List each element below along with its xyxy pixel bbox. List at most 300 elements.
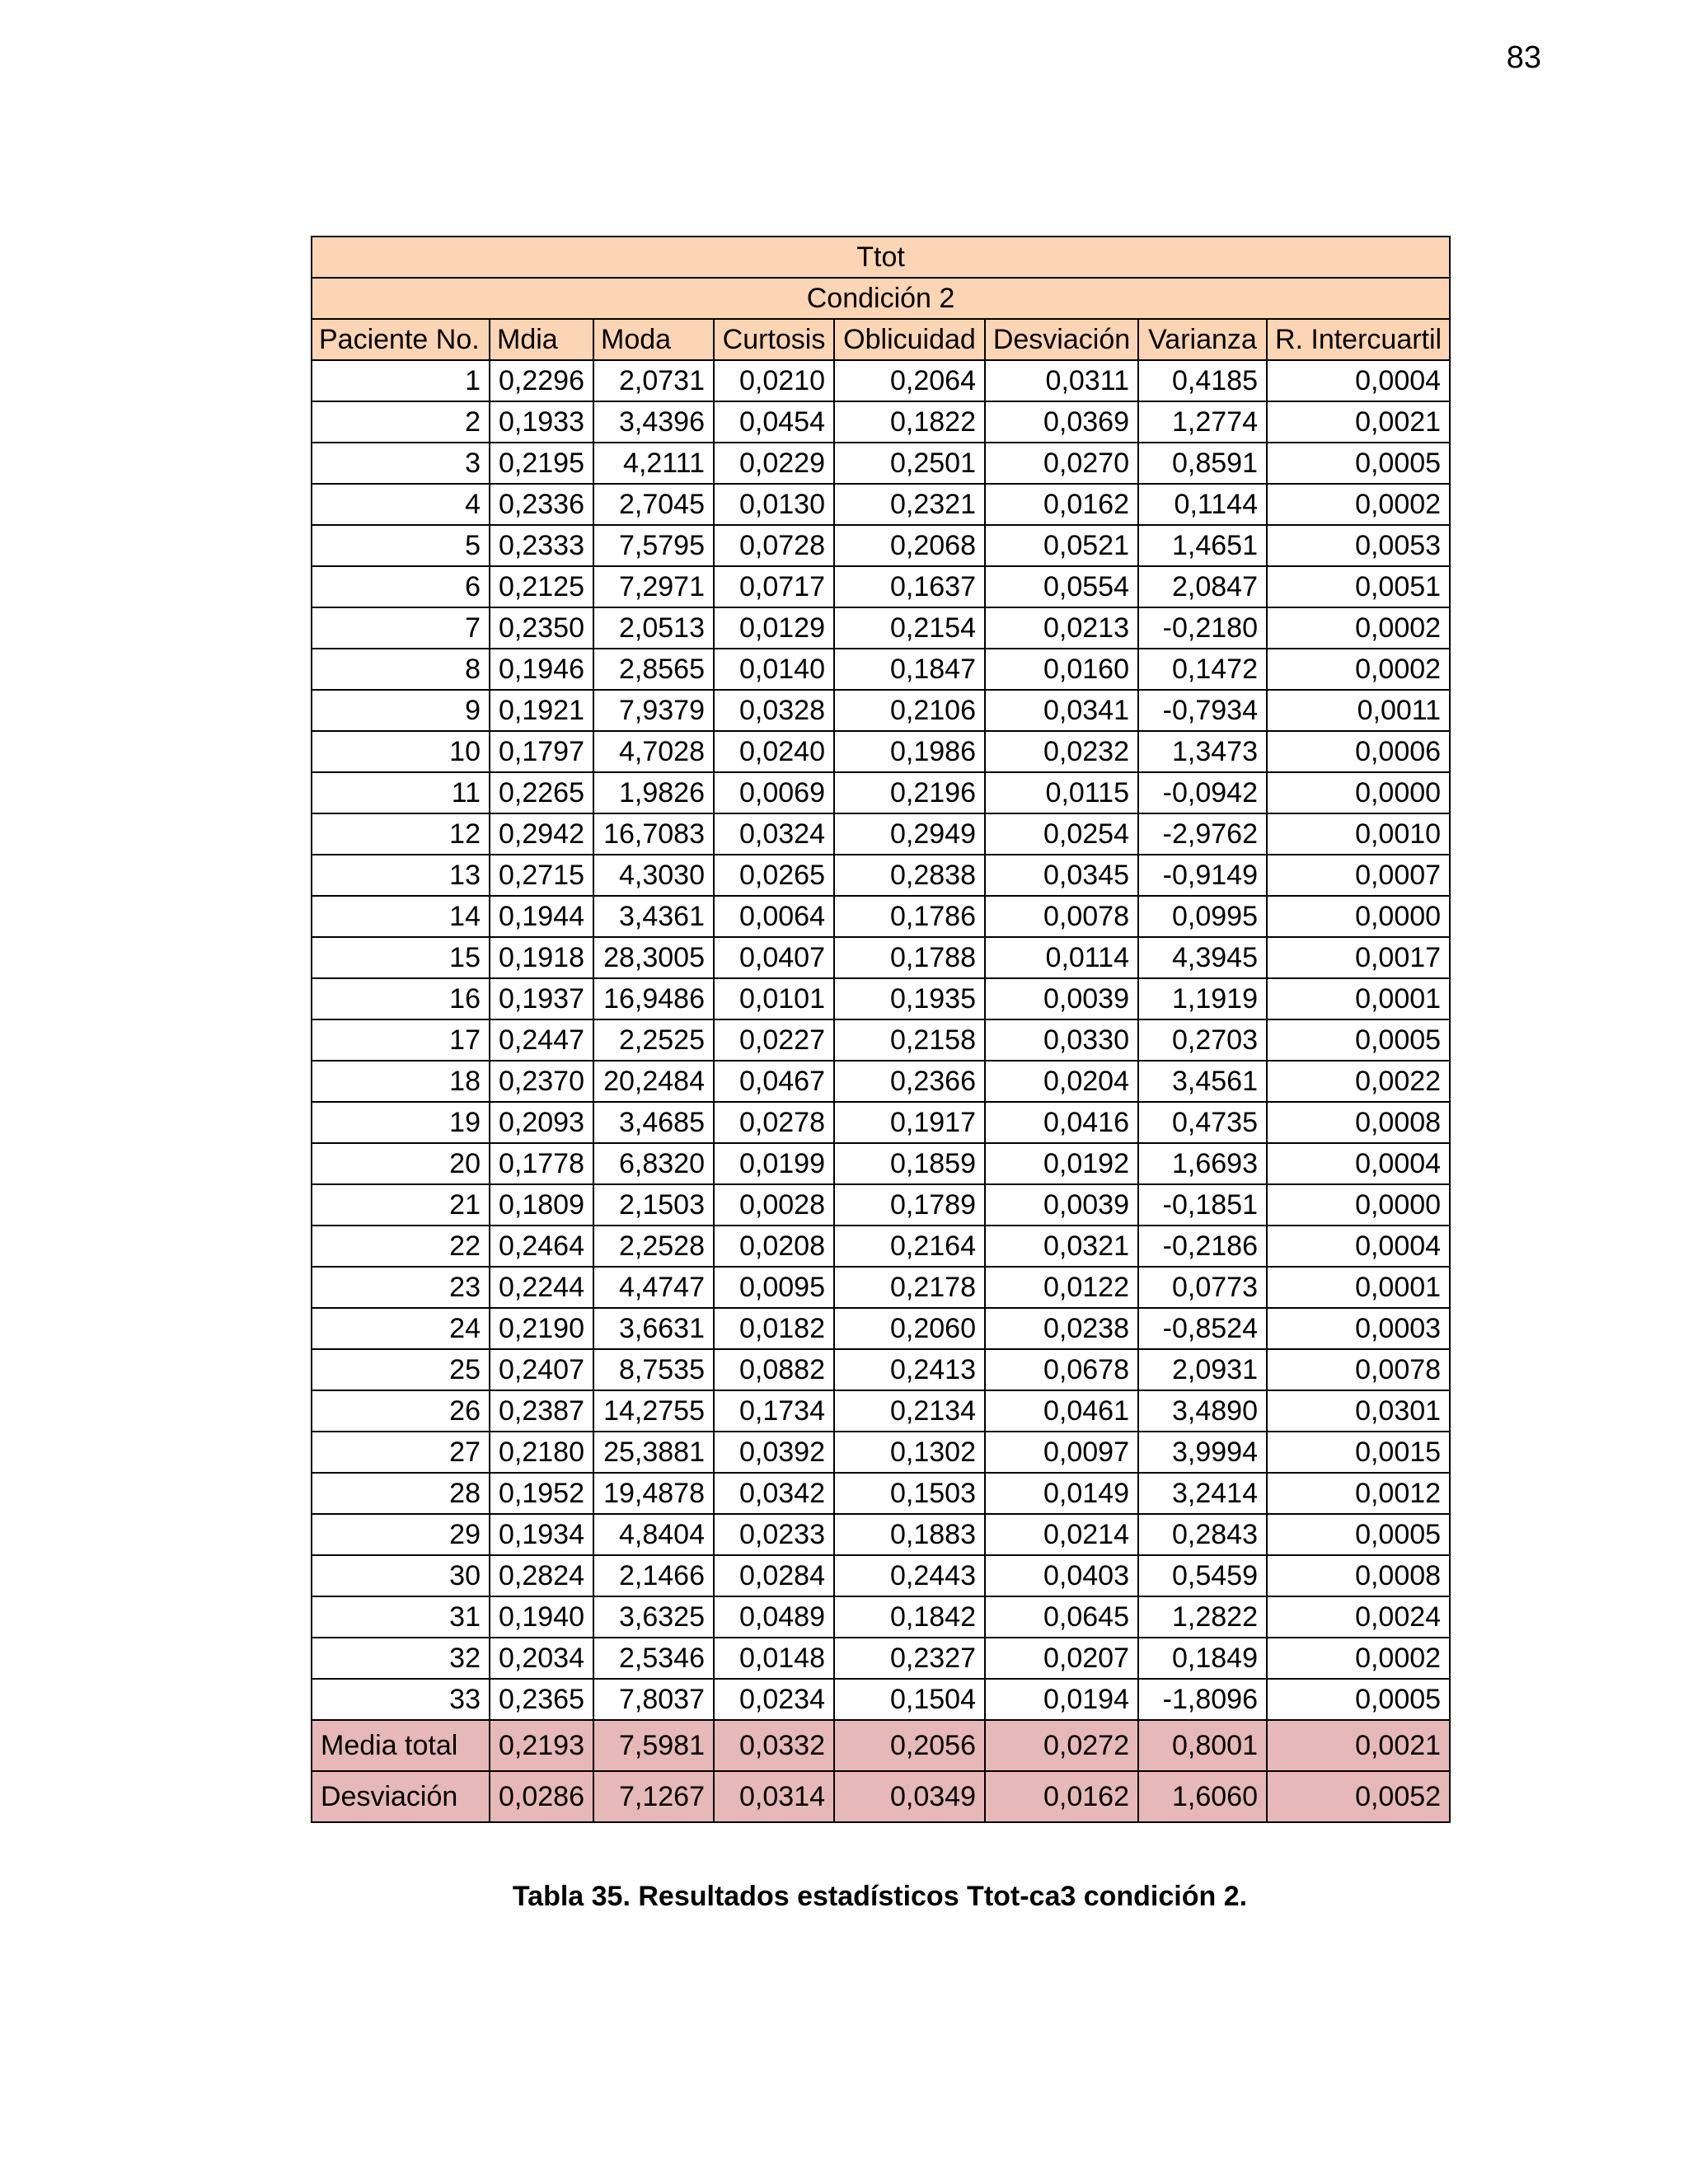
table-cell: 0,0369: [985, 401, 1138, 443]
table-cell: 0,0454: [714, 401, 834, 443]
table-row: [312, 1102, 1450, 1143]
table-cell: 2,5346: [593, 1638, 714, 1679]
patient-number-cell: 31: [312, 1596, 490, 1638]
table-cell: 4,3945: [1138, 937, 1267, 978]
summary-cell: 7,1267: [593, 1771, 714, 1822]
table-cell: -0,0942: [1138, 772, 1267, 813]
table-cell: 0,0003: [1267, 1308, 1450, 1349]
table-cell: 0,0115: [985, 772, 1138, 813]
table-cell: 0,1937: [490, 978, 593, 1019]
table-row: [312, 1019, 1450, 1061]
table-cell: 0,0461: [985, 1390, 1138, 1432]
table-cell: 0,0051: [1267, 566, 1450, 607]
table-cell: 0,0199: [714, 1143, 834, 1184]
table-cell: 0,2106: [834, 690, 985, 731]
table-cell: 0,0028: [714, 1184, 834, 1226]
table-cell: 1,1919: [1138, 978, 1267, 1019]
table-cell: 0,2321: [834, 484, 985, 525]
table-cell: 0,2443: [834, 1555, 985, 1596]
table-cell: 0,0007: [1267, 855, 1450, 896]
column-header: Curtosis: [714, 319, 834, 360]
table-row: [312, 1267, 1450, 1308]
table-cell: 4,3030: [593, 855, 714, 896]
patient-number-cell: 6: [312, 566, 490, 607]
table-cell: 0,2134: [834, 1390, 985, 1432]
table-row: [312, 443, 1450, 484]
table-cell: 0,0012: [1267, 1473, 1450, 1514]
table-cell: 0,0122: [985, 1267, 1138, 1308]
table-cell: 0,0039: [985, 978, 1138, 1019]
summary-label: Media total: [312, 1720, 490, 1771]
patient-number-cell: 19: [312, 1102, 490, 1143]
table-cell: 0,0311: [985, 360, 1138, 401]
table-cell: 2,0513: [593, 607, 714, 649]
patient-number-cell: 5: [312, 525, 490, 566]
table-cell: 0,0015: [1267, 1432, 1450, 1473]
table-cell: 0,5459: [1138, 1555, 1267, 1596]
table-cell: 0,1946: [490, 649, 593, 690]
table-cell: 0,0489: [714, 1596, 834, 1638]
summary-cell: 0,0162: [985, 1771, 1138, 1822]
table-cell: 0,1917: [834, 1102, 985, 1143]
table-cell: 0,0011: [1267, 690, 1450, 731]
summary-cell: 1,6060: [1138, 1771, 1267, 1822]
table-cell: 0,0162: [985, 484, 1138, 525]
table-cell: 2,2528: [593, 1226, 714, 1267]
table-cell: 0,2178: [834, 1267, 985, 1308]
table-cell: 4,7028: [593, 731, 714, 772]
patient-number-cell: 14: [312, 896, 490, 937]
table-row: [312, 525, 1450, 566]
table-cell: 0,0728: [714, 525, 834, 566]
table-cell: 0,0114: [985, 937, 1138, 978]
table-cell: 0,2407: [490, 1349, 593, 1390]
table-row: [312, 1061, 1450, 1102]
table-cell: 0,1986: [834, 731, 985, 772]
column-header: Paciente No.: [312, 319, 490, 360]
table-cell: -0,8524: [1138, 1308, 1267, 1349]
table-cell: 0,2447: [490, 1019, 593, 1061]
table-cell: 0,0330: [985, 1019, 1138, 1061]
table-cell: 0,0021: [1267, 401, 1450, 443]
table-cell: 0,1503: [834, 1473, 985, 1514]
table-cell: 0,0194: [985, 1679, 1138, 1720]
table-cell: 0,2154: [834, 607, 985, 649]
table-cell: 0,4185: [1138, 360, 1267, 401]
summary-cell: 0,0349: [834, 1771, 985, 1822]
table-cell: 0,0208: [714, 1226, 834, 1267]
table-cell: 4,2111: [593, 443, 714, 484]
table-subtitle: Condición 2: [312, 278, 1450, 319]
table-row: [312, 1308, 1450, 1349]
patient-number-cell: 18: [312, 1061, 490, 1102]
results-table-container: [311, 236, 1449, 1823]
patient-number-cell: 30: [312, 1555, 490, 1596]
table-cell: 0,2068: [834, 525, 985, 566]
summary-cell: 0,0314: [714, 1771, 834, 1822]
table-row: [312, 1184, 1450, 1226]
table-cell: 3,4361: [593, 896, 714, 937]
table-cell: 0,2350: [490, 607, 593, 649]
table-cell: 0,2387: [490, 1390, 593, 1432]
table-cell: 0,1797: [490, 731, 593, 772]
table-cell: 0,2370: [490, 1061, 593, 1102]
table-row: [312, 813, 1450, 855]
table-cell: 0,0882: [714, 1349, 834, 1390]
table-cell: 0,0717: [714, 566, 834, 607]
table-cell: 0,0002: [1267, 1638, 1450, 1679]
table-cell: 0,0005: [1267, 1679, 1450, 1720]
table-cell: 2,0931: [1138, 1349, 1267, 1390]
patient-number-cell: 17: [312, 1019, 490, 1061]
table-cell: 0,1935: [834, 978, 985, 1019]
table-cell: 0,0324: [714, 813, 834, 855]
table-row: [312, 649, 1450, 690]
table-cell: 0,0301: [1267, 1390, 1450, 1432]
table-cell: 4,8404: [593, 1514, 714, 1555]
table-cell: 0,2158: [834, 1019, 985, 1061]
table-cell: 0,0467: [714, 1061, 834, 1102]
table-cell: 4,4747: [593, 1267, 714, 1308]
table-cell: 0,0000: [1267, 896, 1450, 937]
table-cell: 0,0064: [714, 896, 834, 937]
table-cell: 0,1637: [834, 566, 985, 607]
table-cell: 7,2971: [593, 566, 714, 607]
table-cell: 0,0227: [714, 1019, 834, 1061]
table-cell: 0,0210: [714, 360, 834, 401]
table-cell: 1,6693: [1138, 1143, 1267, 1184]
patient-number-cell: 16: [312, 978, 490, 1019]
table-cell: 0,0407: [714, 937, 834, 978]
table-cell: 3,4561: [1138, 1061, 1267, 1102]
column-header: Varianza: [1138, 319, 1267, 360]
table-cell: 0,2715: [490, 855, 593, 896]
table-cell: 3,6325: [593, 1596, 714, 1638]
table-cell: 0,2034: [490, 1638, 593, 1679]
table-row: [312, 1349, 1450, 1390]
table-row: [312, 401, 1450, 443]
table-row: [312, 1143, 1450, 1184]
table-cell: 0,0554: [985, 566, 1138, 607]
table-cell: 2,1503: [593, 1184, 714, 1226]
table-cell: 19,4878: [593, 1473, 714, 1514]
table-cell: 28,3005: [593, 937, 714, 978]
table-row: [312, 772, 1450, 813]
table-cell: -0,1851: [1138, 1184, 1267, 1226]
table-row: [312, 937, 1450, 978]
table-cell: 0,1918: [490, 937, 593, 978]
table-cell: 0,0078: [1267, 1349, 1450, 1390]
patient-number-cell: 26: [312, 1390, 490, 1432]
table-cell: 0,1472: [1138, 649, 1267, 690]
table-row: [312, 1514, 1450, 1555]
table-title-row: [312, 237, 1450, 278]
table-cell: 1,2774: [1138, 401, 1267, 443]
table-cell: 0,0392: [714, 1432, 834, 1473]
table-cell: 0,0024: [1267, 1596, 1450, 1638]
table-cell: 0,0097: [985, 1432, 1138, 1473]
table-cell: 0,4735: [1138, 1102, 1267, 1143]
table-cell: 0,2180: [490, 1432, 593, 1473]
table-cell: 0,0004: [1267, 1226, 1450, 1267]
table-cell: 0,0233: [714, 1514, 834, 1555]
table-cell: 0,1788: [834, 937, 985, 978]
table-cell: 3,4396: [593, 401, 714, 443]
table-cell: 0,2413: [834, 1349, 985, 1390]
summary-cell: 0,0021: [1267, 1720, 1450, 1771]
table-cell: 0,1859: [834, 1143, 985, 1184]
table-row: [312, 607, 1450, 649]
summary-cell: 0,8001: [1138, 1720, 1267, 1771]
table-cell: -1,8096: [1138, 1679, 1267, 1720]
table-cell: 3,6631: [593, 1308, 714, 1349]
table-cell: 3,4890: [1138, 1390, 1267, 1432]
table-cell: 0,0078: [985, 896, 1138, 937]
table-cell: 0,2196: [834, 772, 985, 813]
table-cell: 1,4651: [1138, 525, 1267, 566]
table-cell: 0,0129: [714, 607, 834, 649]
table-cell: 20,2484: [593, 1061, 714, 1102]
table-cell: 0,0149: [985, 1473, 1138, 1514]
patient-number-cell: 27: [312, 1432, 490, 1473]
table-cell: 0,1302: [834, 1432, 985, 1473]
table-cell: 0,0213: [985, 607, 1138, 649]
table-cell: 0,8591: [1138, 443, 1267, 484]
table-cell: 0,2501: [834, 443, 985, 484]
table-cell: 0,1940: [490, 1596, 593, 1638]
table-cell: 0,0214: [985, 1514, 1138, 1555]
table-row: [312, 855, 1450, 896]
column-header: Moda: [593, 319, 714, 360]
table-cell: 0,0002: [1267, 649, 1450, 690]
summary-cell: 0,0332: [714, 1720, 834, 1771]
table-cell: 0,0342: [714, 1473, 834, 1514]
table-cell: 3,9994: [1138, 1432, 1267, 1473]
patient-number-cell: 13: [312, 855, 490, 896]
table-cell: 0,1933: [490, 401, 593, 443]
table-cell: 3,4685: [593, 1102, 714, 1143]
table-cell: 0,2366: [834, 1061, 985, 1102]
table-cell: 0,0005: [1267, 1514, 1450, 1555]
table-cell: 0,0254: [985, 813, 1138, 855]
table-cell: 0,0207: [985, 1638, 1138, 1679]
patient-number-cell: 21: [312, 1184, 490, 1226]
table-cell: 0,0278: [714, 1102, 834, 1143]
table-cell: 0,0001: [1267, 978, 1450, 1019]
table-cell: 0,1822: [834, 401, 985, 443]
table-row: [312, 1226, 1450, 1267]
table-cell: 0,0101: [714, 978, 834, 1019]
table-cell: 0,0403: [985, 1555, 1138, 1596]
table-cell: 0,0000: [1267, 772, 1450, 813]
table-cell: 3,2414: [1138, 1473, 1267, 1514]
table-cell: -0,2186: [1138, 1226, 1267, 1267]
table-cell: 2,1466: [593, 1555, 714, 1596]
table-cell: 16,9486: [593, 978, 714, 1019]
patient-number-cell: 8: [312, 649, 490, 690]
table-cell: 0,0321: [985, 1226, 1138, 1267]
table-cell: 0,0265: [714, 855, 834, 896]
table-cell: 0,0204: [985, 1061, 1138, 1102]
table-cell: 0,1847: [834, 649, 985, 690]
table-cell: 0,2365: [490, 1679, 593, 1720]
table-cell: 6,8320: [593, 1143, 714, 1184]
patient-number-cell: 23: [312, 1267, 490, 1308]
table-row: [312, 1638, 1450, 1679]
table-cell: 0,0130: [714, 484, 834, 525]
patient-number-cell: 11: [312, 772, 490, 813]
table-cell: 0,0004: [1267, 360, 1450, 401]
summary-cell: 0,2056: [834, 1720, 985, 1771]
table-cell: 0,0284: [714, 1555, 834, 1596]
summary-cell: 0,0272: [985, 1720, 1138, 1771]
table-cell: 0,0678: [985, 1349, 1138, 1390]
patient-number-cell: 1: [312, 360, 490, 401]
table-cell: 0,0002: [1267, 484, 1450, 525]
table-row: [312, 566, 1450, 607]
table-row: [312, 1679, 1450, 1720]
table-cell: 0,1778: [490, 1143, 593, 1184]
table-cell: 0,0006: [1267, 731, 1450, 772]
patient-number-cell: 3: [312, 443, 490, 484]
table-cell: 0,2333: [490, 525, 593, 566]
patient-number-cell: 12: [312, 813, 490, 855]
summary-cell: 0,0052: [1267, 1771, 1450, 1822]
table-cell: 16,7083: [593, 813, 714, 855]
patient-number-cell: 4: [312, 484, 490, 525]
table-cell: 8,7535: [593, 1349, 714, 1390]
table-cell: 0,2824: [490, 1555, 593, 1596]
table-cell: 0,1883: [834, 1514, 985, 1555]
table-cell: 0,0005: [1267, 1019, 1450, 1061]
table-row: [312, 484, 1450, 525]
table-cell: 1,2822: [1138, 1596, 1267, 1638]
table-cell: 0,0182: [714, 1308, 834, 1349]
column-header: Oblicuidad: [834, 319, 985, 360]
table-cell: 7,5795: [593, 525, 714, 566]
patient-number-cell: 29: [312, 1514, 490, 1555]
table-cell: 0,0002: [1267, 607, 1450, 649]
table-cell: 0,2949: [834, 813, 985, 855]
patient-number-cell: 9: [312, 690, 490, 731]
table-cell: 0,0341: [985, 690, 1138, 731]
column-header: Desviación: [985, 319, 1138, 360]
table-row: [312, 1596, 1450, 1638]
table-cell: -0,7934: [1138, 690, 1267, 731]
table-cell: 0,2265: [490, 772, 593, 813]
table-cell: 2,2525: [593, 1019, 714, 1061]
table-cell: 0,1952: [490, 1473, 593, 1514]
table-cell: 0,0000: [1267, 1184, 1450, 1226]
patient-number-cell: 20: [312, 1143, 490, 1184]
table-cell: 7,9379: [593, 690, 714, 731]
page-number: 83: [1506, 40, 1541, 75]
table-cell: 0,0328: [714, 690, 834, 731]
table-cell: 0,0008: [1267, 1555, 1450, 1596]
table-cell: 7,8037: [593, 1679, 714, 1720]
patient-number-cell: 15: [312, 937, 490, 978]
table-cell: 0,1849: [1138, 1638, 1267, 1679]
table-cell: 0,0039: [985, 1184, 1138, 1226]
patient-number-cell: 32: [312, 1638, 490, 1679]
table-row: [312, 1390, 1450, 1432]
summary-row: [312, 1771, 1450, 1822]
summary-cell: 7,5981: [593, 1720, 714, 1771]
table-body: [312, 360, 1450, 1720]
summary-cell: 0,2193: [490, 1720, 593, 1771]
table-title: Ttot: [312, 237, 1450, 278]
table-cell: 0,2942: [490, 813, 593, 855]
table-cell: 0,2093: [490, 1102, 593, 1143]
table-cell: 0,0069: [714, 772, 834, 813]
summary-row: [312, 1720, 1450, 1771]
table-cell: 0,2125: [490, 566, 593, 607]
patient-number-cell: 7: [312, 607, 490, 649]
table-cell: 0,2464: [490, 1226, 593, 1267]
table-cell: 0,2164: [834, 1226, 985, 1267]
table-cell: 0,1734: [714, 1390, 834, 1432]
table-cell: 0,1842: [834, 1596, 985, 1638]
table-cell: -2,9762: [1138, 813, 1267, 855]
table-cell: 0,2296: [490, 360, 593, 401]
table-cell: 0,2703: [1138, 1019, 1267, 1061]
table-row: [312, 690, 1450, 731]
table-cell: 2,0731: [593, 360, 714, 401]
table-cell: 0,2327: [834, 1638, 985, 1679]
table-cell: 0,2195: [490, 443, 593, 484]
table-cell: 0,1786: [834, 896, 985, 937]
table-cell: 0,1144: [1138, 484, 1267, 525]
table-row: [312, 978, 1450, 1019]
table-cell: 0,0005: [1267, 443, 1450, 484]
table-row: [312, 731, 1450, 772]
patient-number-cell: 33: [312, 1679, 490, 1720]
table-cell: -0,9149: [1138, 855, 1267, 896]
table-cell: 0,0995: [1138, 896, 1267, 937]
table-cell: 0,1934: [490, 1514, 593, 1555]
patient-number-cell: 10: [312, 731, 490, 772]
table-cell: 0,0645: [985, 1596, 1138, 1638]
table-cell: 0,1504: [834, 1679, 985, 1720]
table-cell: 2,8565: [593, 649, 714, 690]
table-cell: 25,3881: [593, 1432, 714, 1473]
column-header-row: [312, 319, 1450, 360]
table-cell: 0,0022: [1267, 1061, 1450, 1102]
table-cell: 0,0095: [714, 1267, 834, 1308]
table-subtitle-row: [312, 278, 1450, 319]
table-cell: 0,0010: [1267, 813, 1450, 855]
table-cell: 0,0229: [714, 443, 834, 484]
table-cell: 0,2336: [490, 484, 593, 525]
table-cell: 2,7045: [593, 484, 714, 525]
table-cell: 0,0232: [985, 731, 1138, 772]
table-cell: 0,1789: [834, 1184, 985, 1226]
table-caption: Tabla 35. Resultados estadísticos Ttot-ca3 condición 2.: [512, 1881, 1248, 1912]
table-row: [312, 896, 1450, 937]
table-cell: 0,0160: [985, 649, 1138, 690]
results-table: [311, 236, 1451, 1823]
table-row: [312, 1473, 1450, 1514]
table-cell: 0,0140: [714, 649, 834, 690]
column-header: R. Intercuartil: [1267, 319, 1450, 360]
table-cell: 0,1921: [490, 690, 593, 731]
table-row: [312, 1432, 1450, 1473]
table-cell: 0,0416: [985, 1102, 1138, 1143]
table-row: [312, 360, 1450, 401]
table-cell: 0,0345: [985, 855, 1138, 896]
table-cell: 0,2060: [834, 1308, 985, 1349]
table-cell: 0,0240: [714, 731, 834, 772]
